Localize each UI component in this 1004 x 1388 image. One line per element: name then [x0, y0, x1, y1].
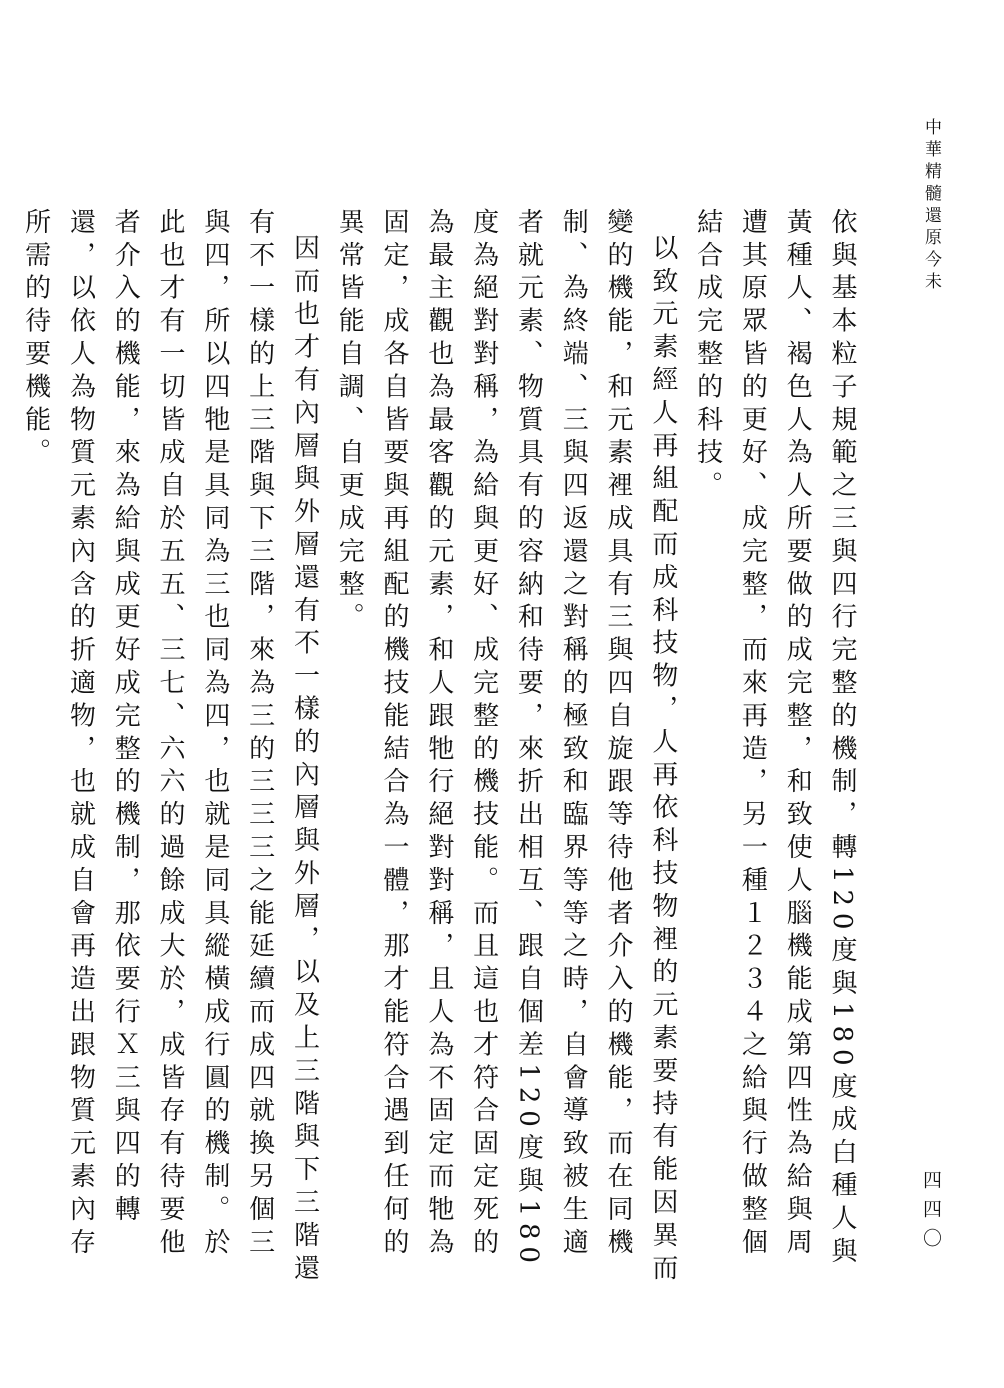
paragraph-1: 依與基本粒子規範之三與四行完整的機制，轉120度與180度成白種人與黃種人、褐色人為人所要做的成完整，和致使人腦機能成第四性為給與周遭其原眾皆的更好、成完整，而來再造，另一種１２３４之給與行做整個結合成完整的科技。 [692, 208, 857, 1270]
paragraph-3: 因而也才有內層與外層還有不一樣的內層與外層，以及上三階與下三階還有不一樣的上三階與下三階，來為三的三三三之能延續而成四就換另個三與四，所以四牠是具同為三也同為四，也就是同具縱橫成行圓的機制。於此也才有一切皆成自於五五、三七、六六的過餘成大於，成皆存有待要他者介入的機能，來為給與成更好成完整的機制，那依要行Ｘ三與四的轉還，以依人為物質元素內含的折適物，也就成自會再造出跟物質元素內存所需的待要機能。 [20, 208, 320, 1287]
paragraph-2: 以致元素經人再組配而成科技物，人再依科技物裡的元素要持有能因異而變的機能，和元素裡成具有三與四自旋跟等待他者介入的機能，而在同機制、為終端、三與四返還之對稱的極致和臨界等等之時，自會導致被生適者就元素、物質具有的容納和待要，來折出相互、跟自個差120度與180度為絕對對稱，為給與更好、成完整的機技能。而且這也才符合固定死的為最主觀也為最客觀的元素，和人跟牠行絕對對稱，且人為不固定而牠為固定，成各自皆要與再組配的機技能結合為一體，那才能符合遇到任何的異常皆能自調、自更成完整。 [334, 208, 678, 1287]
running-header: 中華精髓還原今未 [921, 118, 941, 294]
body-text [20, 208, 864, 1288]
page-number: 四四〇 [920, 1170, 942, 1257]
